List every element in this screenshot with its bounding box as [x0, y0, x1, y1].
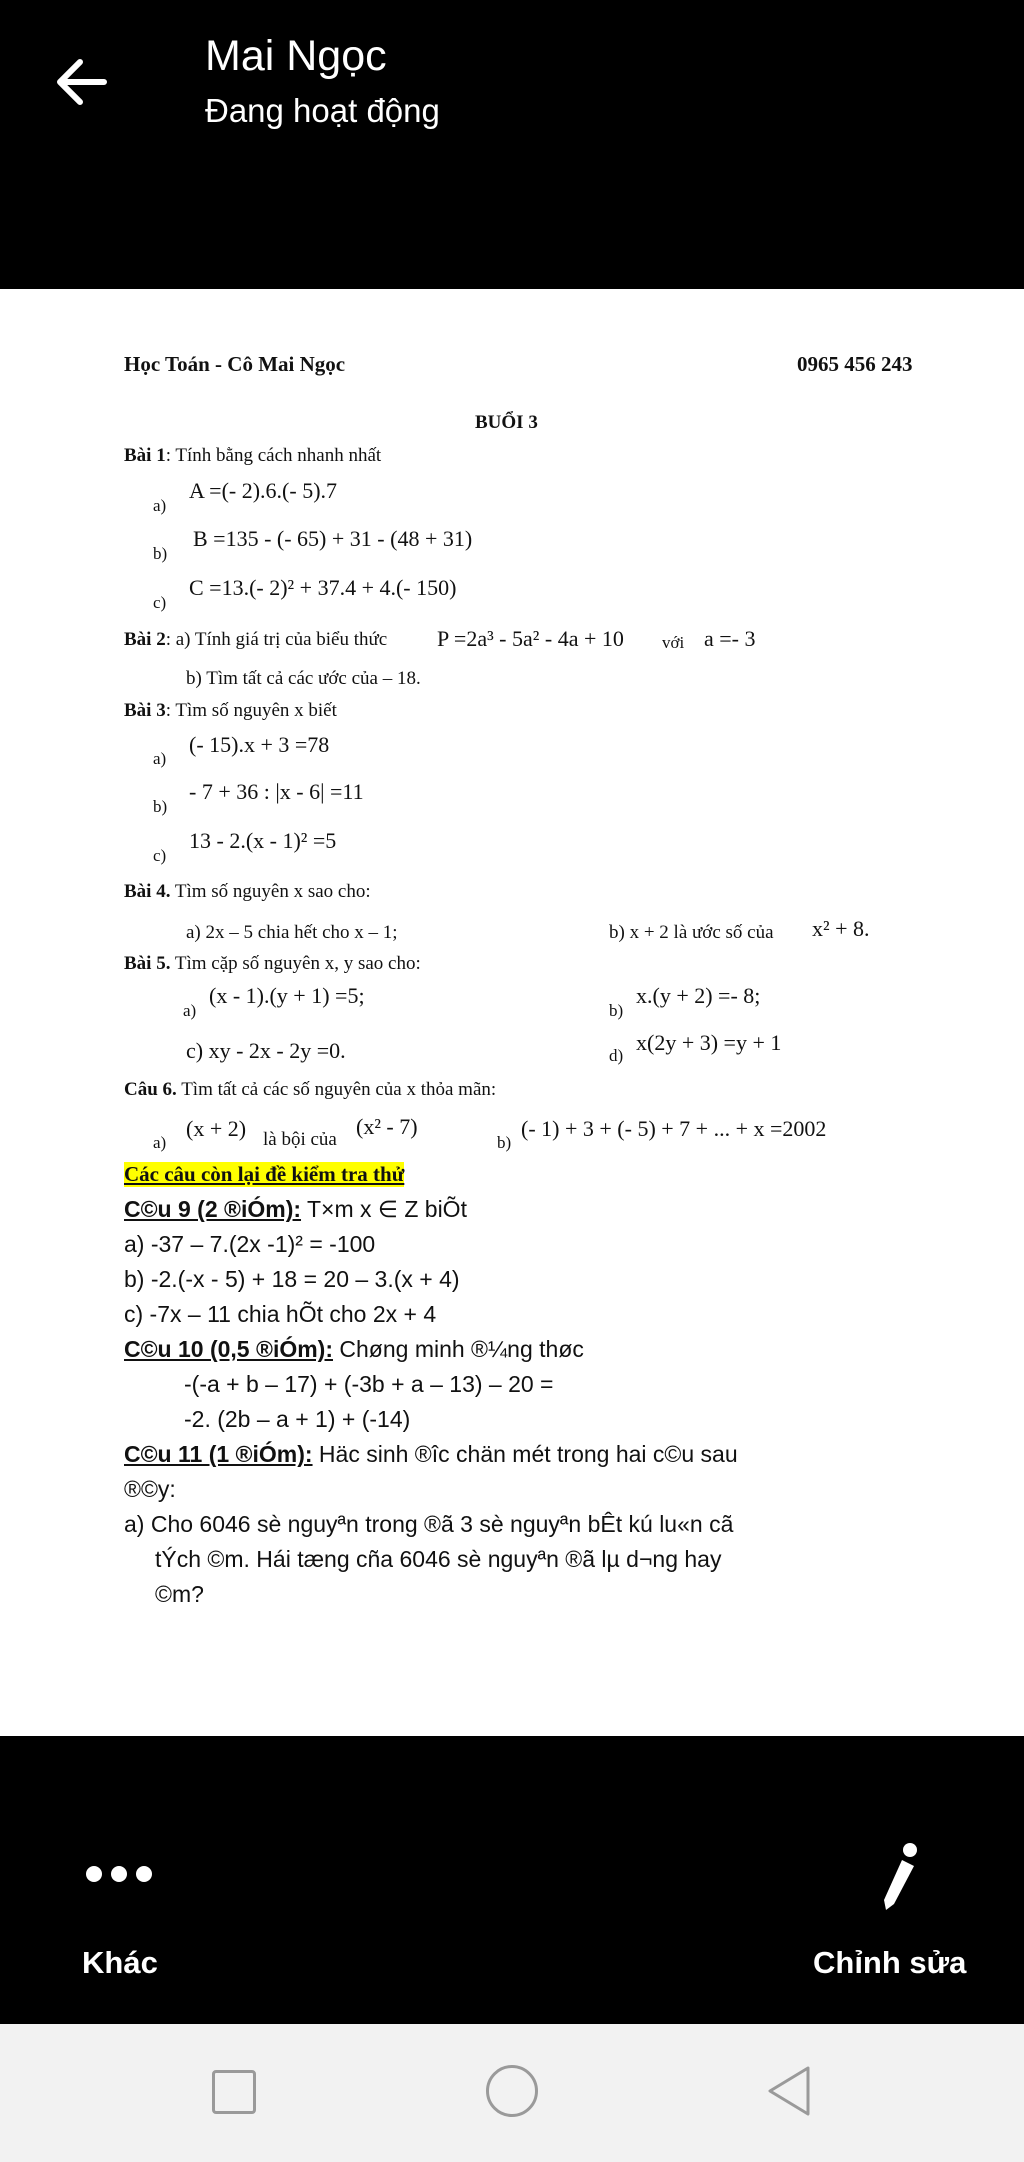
pencil-icon[interactable] — [872, 1842, 922, 1912]
bai3-a-expr: (- 15).x + 3 =78 — [189, 732, 330, 757]
cau6-heading: Câu 6. Tìm tất cả các số nguyên của x thỏa mãn: — [124, 1079, 497, 1100]
bai1-heading: Bài 1: Tính bằng cách nhanh nhất — [124, 445, 382, 466]
edit-button[interactable]: Chỉnh sửa — [813, 1945, 967, 1980]
cau9-c: c) -7x – 11 chia hÕt cho 2x + 4 — [124, 1301, 437, 1327]
bai2-with: với — [662, 633, 685, 652]
session-title: BUỔI 3 — [475, 412, 538, 433]
cau6-a-expr1: (x + 2) — [186, 1116, 247, 1141]
bai3-a-label: a) — [153, 749, 167, 768]
bai1-c-expr: C =13.(- 2)² + 37.4 + 4.(- 150) — [189, 575, 457, 600]
bai3-heading: Bài 3: Tìm số nguyên x biết — [124, 700, 337, 721]
bai4-b-expr: x² + 8. — [812, 916, 870, 941]
document-image[interactable] — [0, 289, 1024, 1736]
school-name: Học Toán - Cô Mai Ngọc — [124, 352, 346, 376]
more-button[interactable]: Khác — [82, 1945, 158, 1980]
bai3-c-expr: 13 - 2.(x - 1)² =5 — [189, 828, 337, 853]
bai1-b-label: b) — [153, 544, 168, 563]
cau11-a-line2: tÝch ©m. Hái tæng cña 6046 sè nguyªn ®ã lµ d¬ng hay — [155, 1546, 722, 1572]
bai3-c-label: c) — [153, 846, 167, 865]
home-icon[interactable] — [486, 2065, 538, 2117]
more-dots-icon[interactable] — [86, 1862, 152, 1886]
bai5-c: c) xy - 2x - 2y =0. — [186, 1038, 346, 1063]
bai2-expr: P =2a³ - 5a² - 4a + 10 — [437, 626, 624, 651]
nav-back-icon[interactable] — [766, 2064, 812, 2118]
cau6-b-label: b) — [497, 1133, 512, 1152]
cau9-heading: C©u 9 (2 ®iÓm): T×m x ∈ Z biÕt — [124, 1196, 467, 1222]
recent-apps-icon[interactable] — [212, 2070, 256, 2114]
cau11-heading: C©u 11 (1 ®iÓm): Häc sinh ®îc chän mét trong hai c©u sau — [124, 1441, 738, 1467]
contact-status: Đang hoạt động — [205, 92, 440, 129]
bai5-d-label: d) — [609, 1046, 624, 1065]
bai5-d-expr: x(2y + 3) =y + 1 — [636, 1030, 782, 1055]
chat-header — [0, 0, 1024, 289]
cau6-a-mid: là bội của — [263, 1129, 337, 1150]
cau11-a-line1: a) Cho 6046 sè nguyªn trong ®ã 3 sè nguyªn bÊt kú lu«n cã — [124, 1511, 734, 1537]
bai3-b-label: b) — [153, 797, 168, 816]
bai1-b-expr: B =135 - (- 65) + 31 - (48 + 31) — [193, 526, 473, 551]
phone-number: 0965 456 243 — [797, 352, 913, 376]
bai4-heading: Bài 4. Tìm số nguyên x sao cho: — [124, 881, 371, 902]
bai2-cond: a =- 3 — [704, 626, 756, 651]
bai5-b-expr: x.(y + 2) =- 8; — [636, 983, 761, 1008]
cau9-b: b) -2.(-x - 5) + 18 = 20 – 3.(x + 4) — [124, 1266, 460, 1292]
bai4-b: b) x + 2 là ước số của — [609, 922, 774, 943]
cau6-a-label: a) — [153, 1133, 167, 1152]
cau10-heading: C©u 10 (0,5 ®iÓm): Chøng minh ®¼ng thøc — [124, 1336, 584, 1362]
bai5-a-label: a) — [183, 1001, 197, 1020]
cau11-a-line3: ©m? — [155, 1581, 204, 1607]
bai3-b-expr: - 7 + 36 : |x - 6| =11 — [189, 779, 364, 804]
cau11-heading-cont: ®©y: — [124, 1476, 176, 1502]
bai2-b: b) Tìm tất cả các ước của – 18. — [186, 668, 421, 689]
bai5-b-label: b) — [609, 1001, 624, 1020]
highlight-note: Các câu còn lại đề kiểm tra thử — [124, 1162, 405, 1186]
contact-name[interactable]: Mai Ngọc — [205, 32, 387, 80]
back-arrow-icon[interactable] — [44, 44, 120, 120]
bai5-a-expr: (x - 1).(y + 1) =5; — [209, 983, 365, 1008]
bai5-heading: Bài 5. Tìm cặp số nguyên x, y sao cho: — [124, 953, 421, 974]
cau9-a: a) -37 – 7.(2x -1)² = -100 — [124, 1231, 376, 1257]
cau6-a-expr2: (x² - 7) — [356, 1114, 418, 1139]
bai1-a-expr: A =(- 2).6.(- 5).7 — [189, 478, 338, 503]
bai2-heading: Bài 2: a) Tính giá trị của biểu thức — [124, 629, 388, 650]
bai4-a: a) 2x – 5 chia hết cho x – 1; — [186, 922, 398, 943]
bai1-c-label: c) — [153, 593, 167, 612]
cau10-line2: -2. (2b – a + 1) + (-14) — [184, 1406, 411, 1432]
cau10-line1: -(-a + b – 17) + (-3b + a – 13) – 20 = — [184, 1371, 554, 1397]
cau6-b-expr: (- 1) + 3 + (- 5) + 7 + ... + x =2002 — [521, 1116, 827, 1141]
bai1-a-label: a) — [153, 496, 167, 515]
